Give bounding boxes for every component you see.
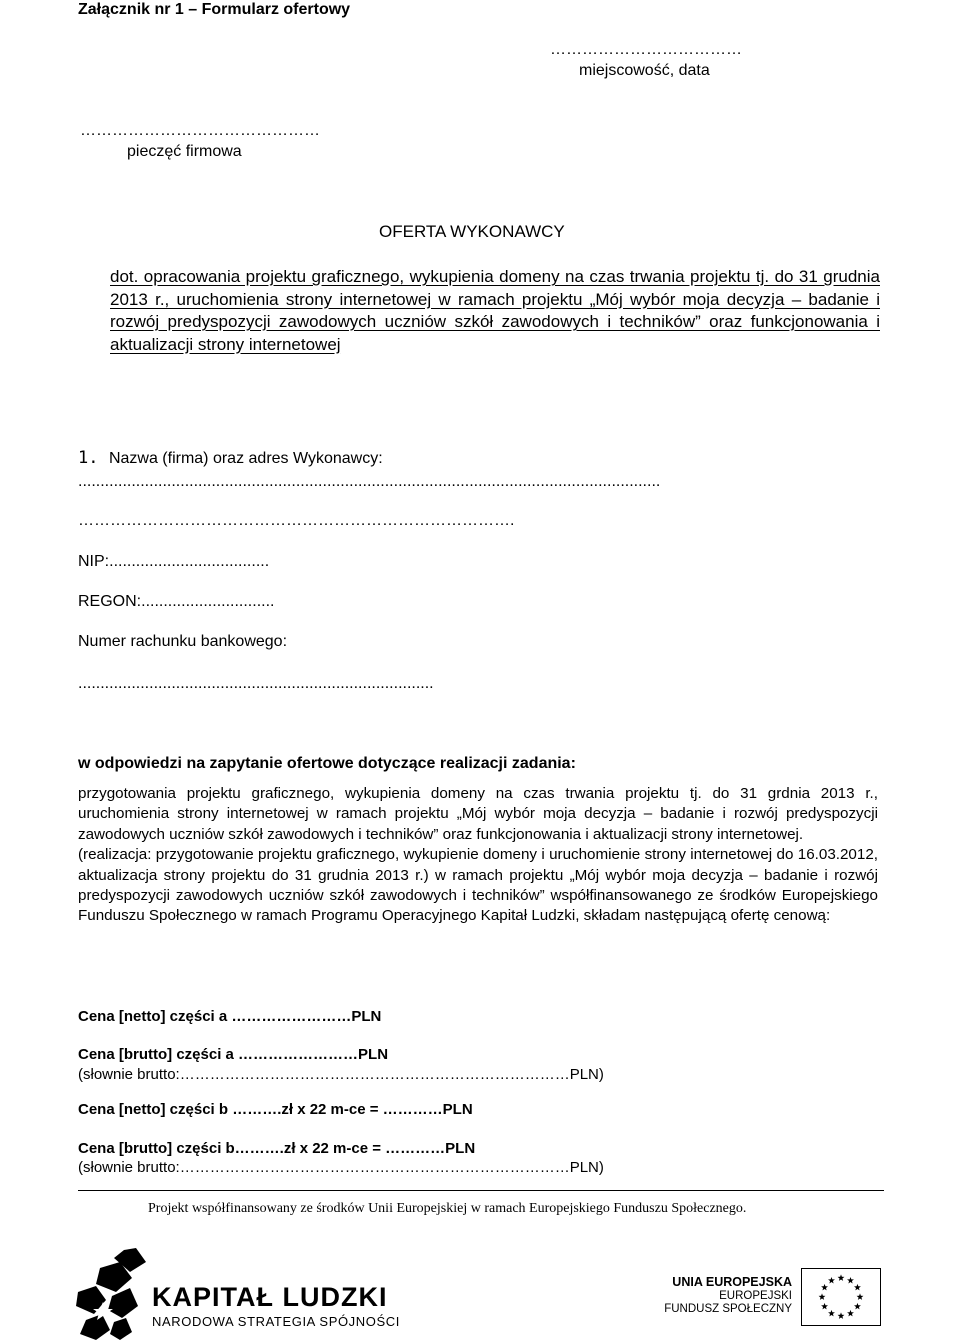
price-net-part-a: Cena [netto] części a ……………………PLN <box>78 1008 382 1025</box>
contractor-name-row <box>78 448 383 469</box>
stamp-label: pieczęć firmowa <box>127 143 242 160</box>
cofinancing-note: Projekt współfinansowany ze środków Unii Europejskiej w ramach Europejskiego Funduszu Społecznego. <box>148 1201 747 1216</box>
bank-account-label: Numer rachunku bankowego: <box>78 633 288 650</box>
kapital-ludzki-name: KAPITAŁ LUDZKI <box>152 1282 388 1312</box>
footer-divider <box>78 1190 884 1191</box>
regon-field: REGON:.............................. <box>78 593 275 610</box>
price-words-part-b: (słownie brutto:……………………………………………………………………PLN) <box>78 1159 604 1176</box>
kapital-ludzki-subtitle: NARODOWA STRATEGIA SPÓJNOŚCI <box>152 1314 400 1329</box>
task-paragraph-1: przygotowania projektu graficznego, wykupienia domeny na czas trwania projektu tj. do 31 grdnia 2013 r., uruchomienia strony internetowej w ramach projektu „Mój wybór moja decyzja – badanie i rozwój predyspozycji zawodowych uczniów szkół zawodowych i techników” oraz funkcjonowania i aktualizacji strony internetowej. <box>78 785 878 843</box>
contractor-name-label: Nazwa (firma) oraz adres Wykonawcy: <box>108 450 383 467</box>
task-description <box>78 784 878 927</box>
bank-account-dots: ................................................................................ <box>78 675 434 692</box>
contractor-name-dots: ................................................................................................................................... <box>78 473 661 490</box>
kapital-ludzki-logo <box>76 1248 400 1338</box>
eu-line-2: EUROPEJSKI <box>719 1289 792 1302</box>
contractor-address-dots: ………………………………………………………………………. <box>78 512 515 529</box>
place-date-label: miejscowość, data <box>579 62 710 79</box>
offer-title: OFERTA WYKONAWCY <box>379 222 565 241</box>
price-words-part-a: (słownie brutto:……………………………………………………………………PLN) <box>78 1066 604 1083</box>
eu-flag-icon <box>801 1268 881 1326</box>
offer-subject: dot. opracowania projektu graficznego, wykupienia domeny na czas trwania projektu tj. do 31 grudnia 2013 r., uruchomienia strony internetowej w ramach projektu „Mój wybór moja decyzja – badanie i rozwój predyspozycji zawodowych uczniów szkół zawodowych i techników” oraz funkcjonowania i aktualizacji strony internetowej <box>110 267 880 354</box>
price-net-part-b: Cena [netto] części b ……….zł x 22 m-ce = …………PLN <box>78 1101 473 1118</box>
eu-logo-text <box>640 1276 792 1317</box>
price-gross-part-a: Cena [brutto] części a ……………………PLN <box>78 1046 389 1063</box>
place-date-dots: ……………………………… <box>550 41 742 58</box>
price-gross-part-b: Cena [brutto] części b……….zł x 22 m-ce = …………PLN <box>78 1140 476 1157</box>
eu-line-1: UNIA EUROPEJSKA <box>672 1275 792 1289</box>
task-paragraph-2: (realizacja: przygotowanie projektu graficznego, wykupienie domeny i uruchomienie strony internetowej do 16.03.2012, aktualizacja strony projektu do 31 grudnia 2013 r.) w ramach projektu „Mój wybór moja decyzja – badanie i rozwój predyspozycji zawodowych uczniów szkół zawodowych i techników” współfinansowanego ze środków Europejskiego Funduszu Społecznego w ramach Programu Operacyjnego Kapitał Ludzki, składam następującą ofertę cenową: <box>78 846 878 925</box>
kapital-ludzki-emblem-icon <box>76 1248 148 1340</box>
eu-line-3: FUNDUSZ SPOŁECZNY <box>664 1303 792 1315</box>
attachment-title: Załącznik nr 1 – Formularz ofertowy <box>78 1 351 18</box>
stamp-dots: ……………………………………… <box>80 122 320 139</box>
item-number: 1. <box>78 448 99 468</box>
response-heading: w odpowiedzi na zapytanie ofertowe dotyczące realizacji zadania: <box>78 755 576 772</box>
nip-field: NIP:.................................... <box>78 553 270 570</box>
